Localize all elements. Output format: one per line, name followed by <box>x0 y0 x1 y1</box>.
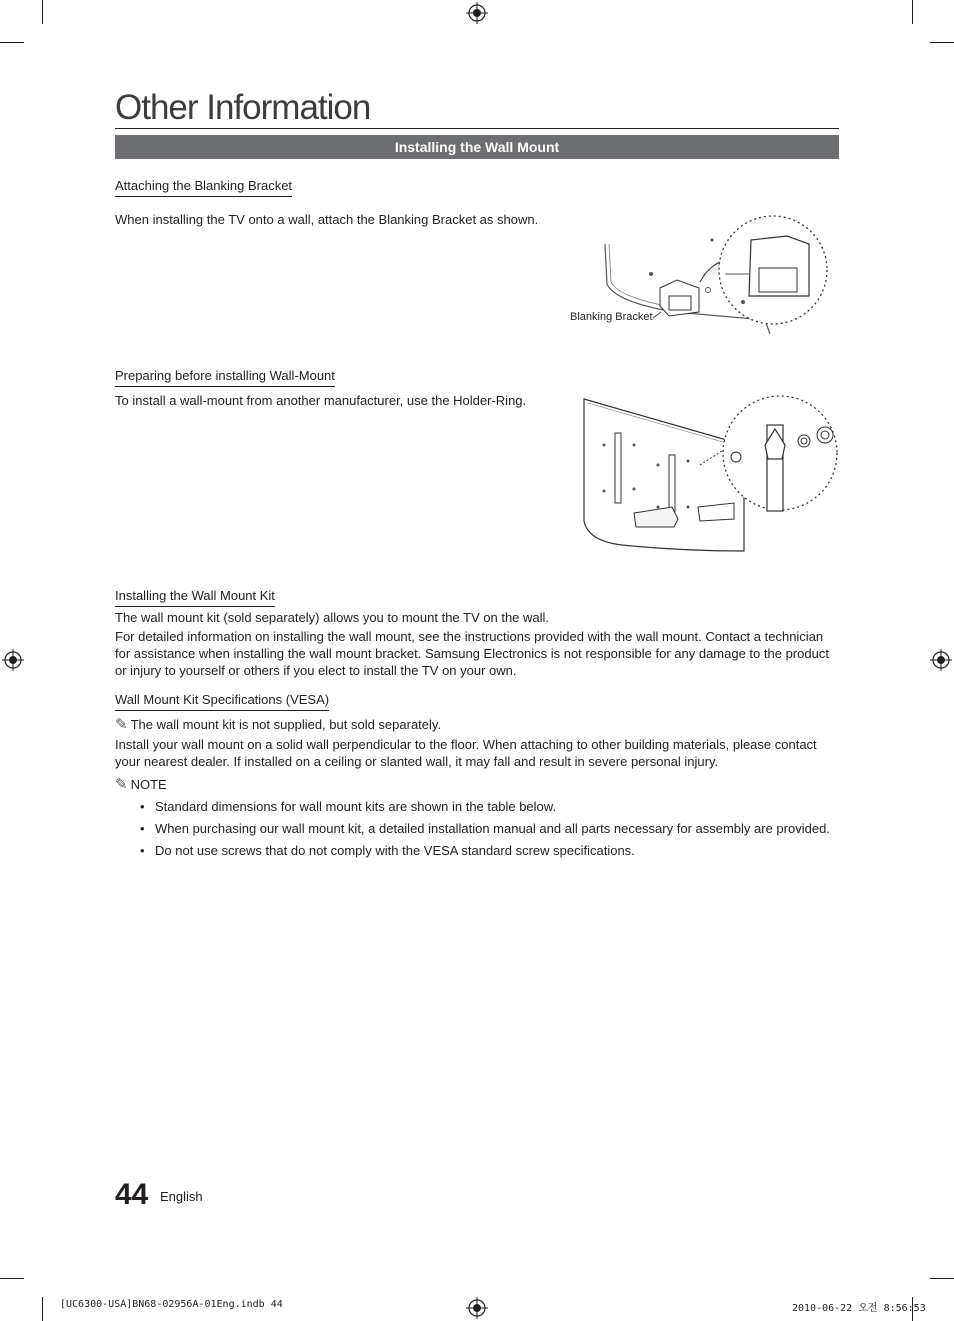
language-label: English <box>160 1189 203 1204</box>
bullet-text: Do not use screws that do not comply with the VESA standard screw specifications. <box>155 843 635 858</box>
registration-mark-icon <box>466 1297 488 1319</box>
footer-timestamp: 2010-06-22 오전 8:56:53 <box>792 1303 926 1314</box>
crop-mark <box>930 1278 954 1279</box>
pencil-note-icon: ✎ <box>115 776 128 793</box>
note-bullet-list <box>140 798 830 864</box>
kit-heading: Installing the Wall Mount Kit <box>115 588 275 607</box>
list-item: • When purchasing our wall mount kit, a detailed installation manual and all parts necessary for assembly are provided. <box>140 821 830 836</box>
note-heading <box>115 776 167 793</box>
crop-mark <box>0 1278 24 1279</box>
crop-mark <box>42 1297 43 1321</box>
preparing-text: To install a wall-mount from another manufacturer, use the Holder-Ring. <box>115 393 527 408</box>
preparing-heading: Preparing before installing Wall-Mount <box>115 368 335 387</box>
kit-text-1: The wall mount kit (sold separately) allows you to mount the TV on the wall. <box>115 610 550 625</box>
vesa-heading: Wall Mount Kit Specifications (VESA) <box>115 692 329 711</box>
crop-mark <box>912 0 913 24</box>
pencil-note-icon: ✎ <box>115 716 128 733</box>
page-number: 44 <box>115 1178 149 1211</box>
list-item: • Do not use screws that do not comply with the VESA standard screw specifications. <box>140 843 635 858</box>
registration-mark-icon <box>930 649 952 671</box>
blanking-heading: Attaching the Blanking Bracket <box>115 178 292 197</box>
note-label: NOTE <box>130 777 167 792</box>
bullet-text: Standard dimensions for wall mount kits are shown in the table below. <box>155 799 557 814</box>
title-rule <box>115 128 839 129</box>
page-title: Other Information <box>115 88 371 127</box>
blanking-text: When installing the TV onto a wall, attach the Blanking Bracket as shown. <box>115 212 539 227</box>
registration-mark-icon <box>2 649 24 671</box>
list-item: • Standard dimensions for wall mount kits are shown in the table below. <box>140 799 557 814</box>
vesa-note-text: The wall mount kit is not supplied, but sold separately. <box>130 717 442 732</box>
vesa-note-line <box>115 716 441 733</box>
kit-text-2: For detailed information on installing the wall mount, see the instructions provided with the wall mount. Contact a technician for assistance when installing the wall mount bracket. Samsung Electronics is not responsible for any damage to the product or injury to yourself or others if you elect to install the TV on your own. <box>115 629 829 678</box>
blanking-bracket-label: Blanking Bracket <box>570 311 653 323</box>
registration-mark-icon <box>466 2 488 24</box>
crop-mark <box>0 42 24 43</box>
holder-ring-figure <box>582 395 840 555</box>
vesa-text: Install your wall mount on a solid wall perpendicular to the floor. When attaching to other building materials, please contact your nearest dealer. If installed on a ceiling or slanted wall, it may fall and result in severe personal injury. <box>115 737 817 769</box>
section-bar: Installing the Wall Mount <box>115 135 839 159</box>
crop-mark <box>930 42 954 43</box>
footer-file: [UC6300-USA]BN68-02956A-01Eng.indb 44 <box>60 1299 283 1310</box>
crop-mark <box>42 0 43 24</box>
bullet-text: When purchasing our wall mount kit, a detailed installation manual and all parts necessary for assembly are provided. <box>155 821 830 836</box>
